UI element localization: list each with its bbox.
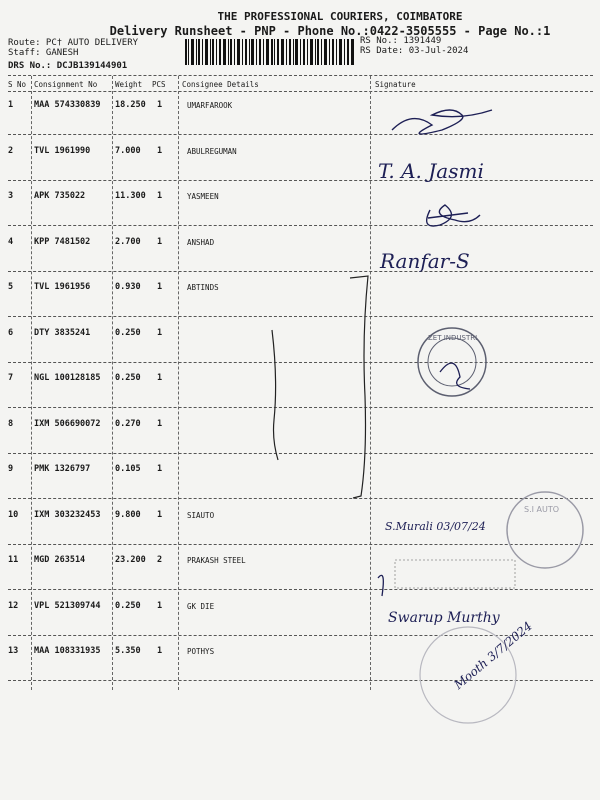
consignment-number: MGD 263514: [34, 555, 86, 565]
signature-scribble-1: [392, 110, 492, 134]
consignment-number: TVL 1961990: [34, 145, 91, 156]
signature-10: S.Murali 03/07/24: [385, 520, 486, 533]
row-sno: 4: [8, 236, 14, 247]
consignment-number: MAA 574330839: [34, 100, 101, 110]
company-stamp-10: [507, 492, 583, 568]
rs-number: RS No.: 1391449: [360, 36, 442, 46]
col-header-signature: Signature: [375, 80, 416, 89]
row-sno: 3: [8, 191, 14, 201]
weight-value: 0.250: [115, 600, 141, 611]
row-sno: 1: [8, 100, 14, 110]
consignment-number: APK 735022: [34, 191, 86, 201]
weight-value: 11.300: [115, 191, 146, 201]
row-sno: 8: [8, 418, 14, 429]
pcs-count: 1: [157, 282, 163, 292]
signature-2: T. A. Jasmi: [378, 159, 484, 183]
weight-value: 0.270: [115, 418, 141, 429]
pcs-count: 1: [157, 373, 163, 383]
row-sno: 6: [8, 327, 14, 338]
pcs-count: 1: [157, 327, 163, 338]
consignment-number: PMK 1326797: [34, 464, 91, 474]
drs-number: DRS No.: DCJB139144901: [8, 61, 128, 71]
weight-value: 5.350: [115, 646, 141, 656]
consignment-number: VPL 521309744: [34, 600, 101, 611]
row-sno: 5: [8, 282, 14, 292]
consignment-number: MAA 108331935: [34, 646, 101, 656]
consignment-number: TVL 1961956: [34, 282, 91, 292]
row-sno: 9: [8, 464, 14, 474]
consignee-name: POTHYS: [187, 647, 215, 656]
weight-value: 23.200: [115, 555, 146, 565]
row-sno: 13: [8, 646, 19, 656]
consignment-number: IXM 303232453: [34, 509, 101, 520]
runsheet-subtitle: Delivery Runsheet - PNP - Phone No.:0422-3505555 - Page No.:1: [109, 24, 551, 38]
bracket-line: [350, 276, 368, 498]
consignment-number: IXM 506690072: [34, 418, 101, 429]
stamp-11: [395, 560, 515, 588]
row-sno: 12: [8, 600, 19, 611]
col-header-pcs: PCS: [152, 80, 166, 89]
consignment-number: KPP 7481502: [34, 236, 91, 247]
pcs-count: 1: [157, 600, 163, 611]
col-header-consignment: Consignment No: [34, 80, 98, 89]
row-sno: 10: [8, 509, 19, 520]
col-header-consignee: Consignee Details: [182, 80, 259, 89]
row-sno: 2: [8, 145, 14, 156]
rs-date: RS Date: 03-Jul-2024: [360, 46, 469, 56]
consignment-number: DTY 3835241: [34, 327, 91, 338]
signature-4: Ranfar-S: [380, 249, 470, 273]
weight-value: 0.250: [115, 327, 141, 338]
consignee-name: SIAUTO: [187, 510, 215, 520]
pcs-count: 1: [157, 646, 163, 656]
consignee-name: ABULREGUMAN: [187, 146, 237, 156]
consignee-name: YASMEEN: [187, 192, 219, 201]
stamp-10-text: S.I AUTO: [524, 505, 560, 514]
weight-value: 7.000: [115, 145, 141, 156]
route-label: Route: PC† AUTO DELIVERY: [8, 38, 139, 48]
consignee-name: GK DIE: [187, 601, 215, 611]
weight-value: 0.250: [115, 373, 141, 383]
pcs-count: 1: [157, 100, 163, 110]
staff-label: Staff: GANESH: [8, 48, 79, 58]
weight-value: 0.105: [115, 464, 141, 474]
row-sno: 11: [8, 555, 19, 565]
signature-13: Mooth 3/7/2024: [451, 618, 535, 692]
stamp-7-text: ZET INDUSTRI: [428, 334, 478, 342]
row-sno: 7: [8, 373, 14, 383]
col-header-sno: S No: [8, 80, 27, 89]
consignee-name: ANSHAD: [187, 237, 215, 247]
vertical-stroke: [272, 330, 278, 460]
company-title: THE PROFESSIONAL COURIERS, COIMBATORE: [217, 10, 463, 23]
weight-value: 2.700: [115, 236, 141, 247]
consignee-name: ABTINDS: [187, 283, 219, 292]
weight-value: 0.930: [115, 282, 141, 292]
pcs-count: 1: [157, 418, 163, 429]
signature-12: Swarup Murthy: [388, 610, 500, 626]
col-header-weight: Weight: [115, 80, 143, 89]
weight-value: 18.250: [115, 100, 146, 110]
pcs-count: 1: [157, 464, 163, 474]
pcs-count: 1: [157, 236, 163, 247]
pcs-count: 1: [157, 191, 163, 201]
consignee-name: PRAKASH STEEL: [187, 556, 246, 565]
pcs-count: 1: [157, 509, 163, 520]
weight-value: 9.800: [115, 509, 141, 520]
pcs-count: 2: [157, 555, 163, 565]
consignment-number: NGL 100128185: [34, 373, 101, 383]
consignee-name: UMARFAROOK: [187, 101, 233, 110]
pcs-count: 1: [157, 145, 163, 156]
signature-scribble-3: [427, 205, 480, 226]
